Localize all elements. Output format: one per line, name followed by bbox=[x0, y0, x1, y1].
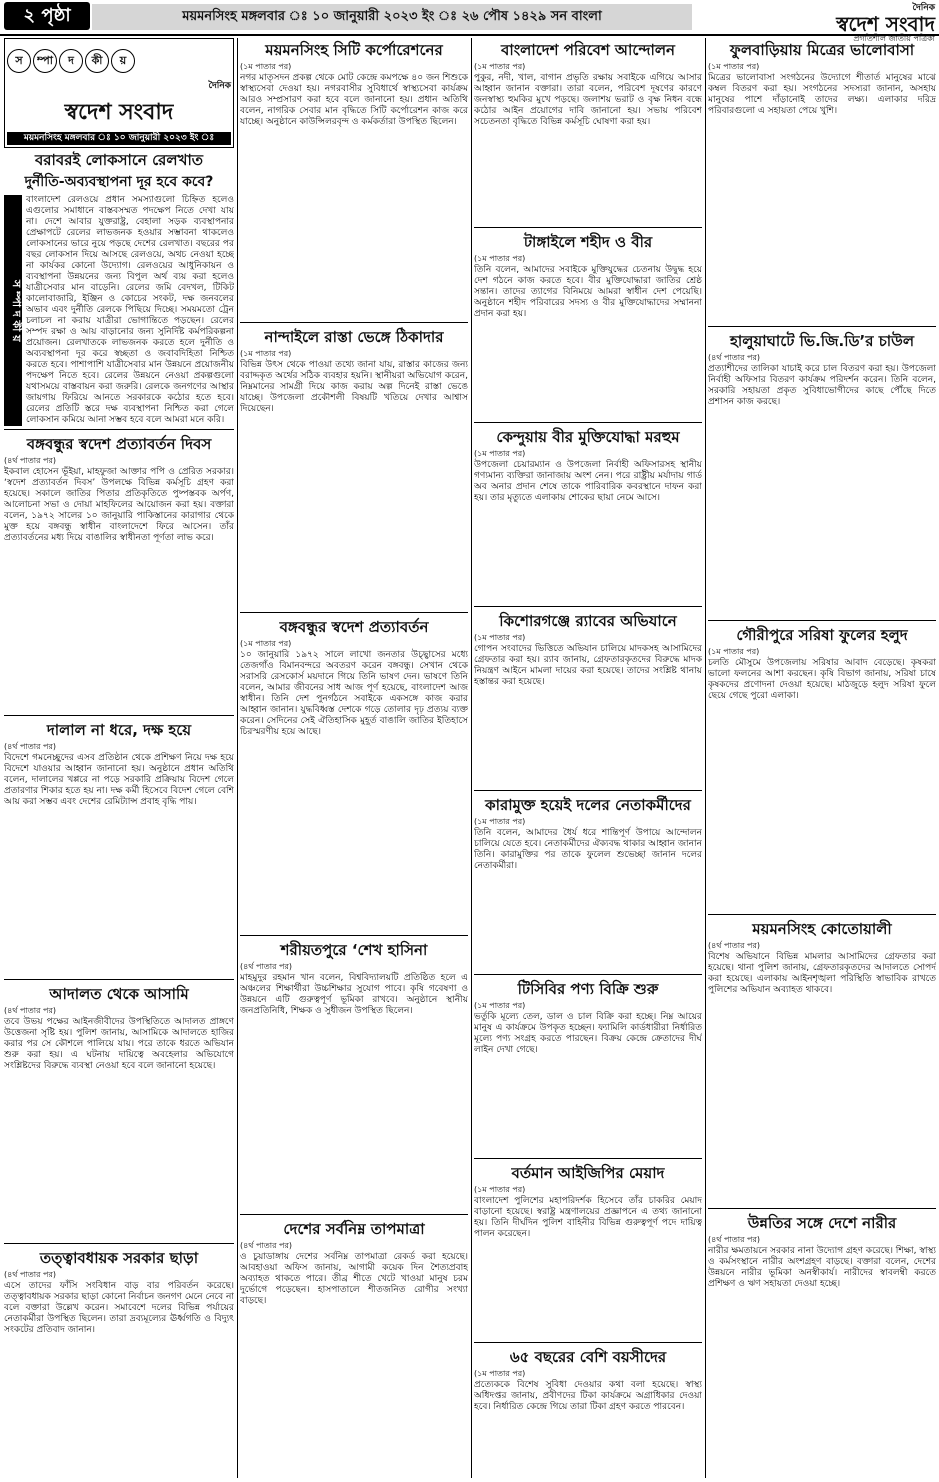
article-headline: আদালত থেকে আসামি bbox=[49, 985, 189, 1003]
masthead-small: দৈনিক bbox=[912, 3, 935, 13]
article-headline: ময়মনসিংহ কোতোয়ালী bbox=[752, 920, 892, 938]
article bbox=[708, 1208, 936, 1478]
article-body: বাংলাদেশ পুলিশের মহাপরিদর্শক হিসেবে তাঁর চাকরির মেয়াদ বাড়ানো হয়েছে। স্বরাষ্ট্র মন্ত্রণালয়ের প্রজ্ঞাপনে এ তথ্য জানানো হয়। তিনি দীর্ঘদিন পুলিশ বাহিনীর বিভিন্ন গুরুত্বপূর্ণ পদে দায়িত্ব পালন করেছেন। bbox=[474, 1196, 702, 1239]
editorial-banner bbox=[7, 41, 231, 81]
article-headline: হালুয়াঘাটে ভি.জি.ডি’র চাউল bbox=[729, 332, 914, 350]
article-byline: (৪র্থ পাতার পর) bbox=[708, 353, 761, 362]
article-byline: (১ম পাতার পর) bbox=[474, 449, 526, 458]
article bbox=[708, 41, 936, 323]
article bbox=[4, 1243, 234, 1478]
column-1 bbox=[4, 38, 234, 1478]
editorial-letter: ম্পা bbox=[33, 49, 57, 73]
editorial-mast-small: দৈনিক bbox=[208, 81, 231, 91]
editorial-headline: বরাবরই লোকসানে রেলখাত bbox=[34, 151, 204, 169]
masthead-title: স্বদেশ সংবাদ bbox=[836, 12, 935, 36]
editorial-letter: কী bbox=[85, 49, 109, 73]
editorial-vertical-label: স ম্পা দ কী য় bbox=[4, 195, 22, 426]
article-body: এসে তাদের ফাঁসি সংবিধান বাড় বার পরিবর্তন করেছে। তত্ত্বাবধায়ক সরকার ছাড়া কোনো নির্বাচন জনগণ মেনে নেবে না বলে বক্তারা উল্লেখ করেন। সমাবেশে দলের বিভিন্ন পর্যায়ের নেতাকর্মীরা উপস্থিত ছিলেন। তারা দ্রব্যমূল্যের ঊর্ধ্বগতি ও বিদ্যুৎ সংকটের প্রতিবাদ জানান। bbox=[4, 1281, 234, 1335]
article bbox=[708, 620, 936, 911]
article-headline: বঙ্গবন্ধুর স্বদেশ প্রত্যাবর্তন দিবস bbox=[26, 435, 212, 453]
article-headline: বাংলাদেশ পরিবেশ আন্দোলন bbox=[501, 41, 675, 59]
article-body: মাহমুদুর রহমান খান বলেন, বিশ্ববিদ্যালয়টি প্রতিষ্ঠিত হলে এ অঞ্চলের শিক্ষার্থীরা উচ্চশিক্ষার সুযোগ পাবে। কৃষি গবেষণা ও উন্নয়নে এটি গুরুত্বপূর্ণ ভূমিকা রাখবে। অনুষ্ঠানে স্থানীয় জনপ্রতিনিধি, শিক্ষক ও সুধীজন উপস্থিত ছিলেন। bbox=[240, 973, 468, 1016]
article bbox=[240, 612, 468, 932]
article-body: মিত্রের ভালোবাসা সংগঠনের উদ্যোগে শীতার্ত মানুষের মাঝে কম্বল বিতরণ করা হয়। সংগঠনের সদস্যরা জানান, অসহায় মানুষের পাশে দাঁড়ানোই তাদের লক্ষ্য। এলাকার দরিদ্র পরিবারগুলো এ সহায়তা পেয়ে খুশি। bbox=[708, 73, 936, 116]
article-byline: (১ম পাতার পর) bbox=[474, 1185, 526, 1194]
article-body: নগর মাতৃসদন প্রকল্প থেকে মোট কেন্দ্রে কমপক্ষে ৪০ জন শিশুকে স্বাস্থ্যসেবা দেওয়া হয়। নগরবাসীর সুবিধার্থে স্বাস্থ্যসেবা কার্যক্রম আরও সম্প্রসারণ করা হবে বলে জানানো হয়। প্রধান অতিথি বলেন, নাগরিক সেবার মান বৃদ্ধিতে সিটি কর্পোরেশন কাজ করে যাচ্ছে। অনুষ্ঠানে কাউন্সিলরবৃন্দ ও কর্মকর্তারা উপস্থিত ছিলেন। bbox=[240, 73, 468, 127]
article bbox=[4, 429, 234, 712]
article-headline: ফুলবাড়িয়ায় মিত্রের ভালোবাসা bbox=[729, 41, 915, 59]
article-body: চলতি মৌসুমে উপজেলায় সরিষার আবাদ বেড়েছে। কৃষকরা ভালো ফলনের আশা করছেন। কৃষি বিভাগ জানায়, সরিষা চাষে কৃষকদের প্রণোদনা দেওয়া হয়েছে। মাঠজুড়ে হলুদ সরিষা ফুলে ছেয়ে গেছে পুরো এলাকা। bbox=[708, 658, 936, 701]
editorial-letter: স bbox=[7, 49, 31, 73]
article-headline: উন্নতির সঙ্গে দেশে নারীর bbox=[747, 1214, 897, 1232]
article-body: ও চুয়াডাঙ্গায় দেশের সর্বনিম্ন তাপমাত্রা রেকর্ড করা হয়েছে। আবহাওয়া অফিস জানায়, আগামী কয়েক দিন শৈত্যপ্রবাহ অব্যাহত থাকতে পারে। তীব্র শীতে খেটে খাওয়া মানুষ চরম দুর্ভোগে পড়েছেন। হাসপাতালে শীতজনিত রোগীর সংখ্যা বাড়ছে। bbox=[240, 1252, 468, 1306]
article-body: প্রত্যাশীদের তালিকা যাচাই করে চাল বিতরণ করা হয়। উপজেলা নির্বাহী অফিসার বিতরণ কার্যক্রম পরিদর্শন করেন। তিনি বলেন, সরকারি সহায়তা প্রকৃত সুবিধাভোগীদের কাছে পৌঁছে দিতে প্রশাসন কাজ করছে। bbox=[708, 364, 936, 407]
article bbox=[474, 606, 702, 787]
article-headline: বঙ্গবন্ধুর স্বদেশ প্রত্যাবর্তন bbox=[279, 618, 429, 636]
article-body: ইকবাল হোসেন ভূঁইয়া, মাহফুজা আক্তার পপি ও প্রেরিত সরকার। ‘স্বদেশ প্রত্যাবর্তন দিবস’ উপলক্ষে বিভিন্ন কর্মসূচি গ্রহণ করা হয়েছে। সকালে জাতির পিতার প্রতিকৃতিতে পুষ্পস্তবক অর্পণ, আলোচনা সভা ও দোয়া মাহফিলের আয়োজন করা হয়। বক্তারা বলেন, ১৯৭২ সালের ১০ জানুয়ারি পাকিস্তানের কারাগার থেকে মুক্ত হয়ে বঙ্গবন্ধু স্বাধীন বাংলাদেশে ফিরে আসেন। তাঁর প্রত্যাবর্তনের মধ্য দিয়ে বাঙালির স্বাধীনতা পূর্ণতা লাভ করে। bbox=[4, 467, 234, 543]
article-headline: নান্দাইলে রাস্তা ভেঙ্গে ঠিকাদার bbox=[264, 328, 444, 346]
article-body: তবে উভয় পক্ষের আইনজীবীদের উপস্থিতিতে আদালত প্রাঙ্গণে উত্তেজনা সৃষ্টি হয়। পুলিশ জানায়, আসামিকে আদালতে হাজির করার পর সে কৌশলে পালিয়ে যায়। পরে তাকে ধরতে অভিযান শুরু করা হয়। এ ঘটনায় দায়িত্বে অবহেলার অভিযোগে সংশ্লিষ্টদের বিরুদ্ধে ব্যবস্থা নেওয়া হবে বলে জানানো হয়েছে। bbox=[4, 1017, 234, 1071]
article bbox=[474, 227, 702, 419]
column-4 bbox=[708, 38, 936, 1478]
article bbox=[240, 1214, 468, 1478]
article bbox=[240, 322, 468, 609]
article-headline: কেন্দুয়ায় বীর মুক্তিযোদ্ধা মরহুম bbox=[496, 428, 680, 446]
article-headline: টাঙ্গাইলে শহীদ ও বীর bbox=[523, 233, 653, 251]
article-headline: গৌরীপুরে সরিষা ফুলের হলুদ bbox=[736, 626, 908, 644]
article-headline: বর্তমান আইজিপির মেয়াদ bbox=[511, 1164, 665, 1182]
editorial-letter: দ bbox=[59, 49, 83, 73]
article bbox=[4, 715, 234, 976]
article-body: প্রত্যেককে বিশেষ সুবিধা দেওয়ার কথা বলা হয়েছে। স্বাস্থ্য অধিদপ্তর জানায়, প্রবীণদের টিকা কার্যক্রমে অগ্রাধিকার দেওয়া হবে। নির্ধারিত কেন্দ্রে গিয়ে তারা টিকা গ্রহণ করতে পারবেন। bbox=[474, 1380, 702, 1412]
article-headline: টিসিবির পণ্য বিক্রি শুরু bbox=[517, 980, 659, 998]
article-body: গোপন সংবাদের ভিত্তিতে অভিযান চালিয়ে মাদকসহ আসামিদের গ্রেফতার করা হয়। র‌্যাব জানায়, গ্রেফতারকৃতদের বিরুদ্ধে মাদক নিয়ন্ত্রণ আইনে মামলা দায়ের করা হয়েছে। তাদের সংশ্লিষ্ট থানায় হস্তান্তর করা হয়েছে। bbox=[474, 644, 702, 687]
article-headline: ময়মনসিংহ সিটি কর্পোরেশনের bbox=[265, 41, 443, 59]
article-body: তিনি বলেন, আমাদের সবাইকে মুক্তিযুদ্ধের চেতনায় উদ্বুদ্ধ হয়ে দেশ গঠনে কাজ করতে হবে। বীর মুক্তিযোদ্ধারা জাতির শ্রেষ্ঠ সন্তান। তাদের ত্যাগের বিনিময়ে আমরা স্বাধীন দেশ পেয়েছি। অনুষ্ঠানে শহীদ পরিবারের সদস্য ও বীর মুক্তিযোদ্ধাদের সম্মাননা প্রদান করা হয়। bbox=[474, 265, 702, 319]
editorial-text: বাংলাদেশ রেলওয়ে প্রধান সমস্যাগুলো চিহ্নিত হলেও এগুলোর সমাধানে বাস্তবসম্মত পদক্ষেপ নিতে দেখা যায় না। দেশে আবার যুক্তরাষ্ট্র, বেহালা সড়ক ব্যবস্থাপনার প্রেক্ষাপটে রেলের লাভজনক হওয়ার সম্ভাবনা থাকলেও লোকসানের ভারে নুয়ে পড়ছে দেশের রেলখাত। বছরের পর বছর লোকসান দিয়ে আসছে রেলওয়ে, অথচ নেওয়া হচ্ছে না কার্যকর কোনো উদ্যোগ। রেলওয়ের আধুনিকায়ন ও ব্যবস্থাপনা উন্নয়নের জন্য বিপুল অর্থ ব্যয় করা হলেও যাত্রীসেবার মান বাড়েনি। রেলের জমি বেদখল, টিকিট কালোবাজারি, ইঞ্জিন ও কোচের সংকট, দক্ষ জনবলের অভাব এবং দুর্নীতি রেলকে পিছিয়ে দিচ্ছে। সময়মতো ট্রেন চলাচল না করায় যাত্রীরা ভোগান্তিতে পড়ছেন। রেলের সম্পদ রক্ষা ও আয় বাড়ানোর জন্য সুনির্দিষ্ট কর্মপরিকল্পনা প্রয়োজন। রেলখাতকে লাভজনক করতে হলে দুর্নীতি ও অব্যবস্থাপনা দূর করে স্বচ্ছতা ও জবাবদিহিতা নিশ্চিত করতে হবে। পাশাপাশি যাত্রীসেবার মান উন্নয়নে প্রয়োজনীয় পদক্ষেপ নিতে হবে। রেলের উন্নয়নে নেওয়া প্রকল্পগুলো যথাসময়ে বাস্তবায়ন করা জরুরি। রেলকে জনগণের আস্থার জায়গায় ফিরিয়ে আনতে সরকারকে কঠোর হতে হবে। রেলের প্রতিটি স্তরে দক্ষ ব্যবস্থাপনা নিশ্চিত করা গেলে লোকসান কমিয়ে আনা সম্ভব হবে বলে আমরা মনে করি। bbox=[26, 195, 234, 425]
article-byline: (৪র্থ পাতার পর) bbox=[4, 456, 57, 465]
column-divider bbox=[237, 38, 238, 1478]
editorial-label bbox=[7, 49, 135, 73]
article bbox=[474, 422, 702, 603]
editorial-subheadline: দুর্নীতি-অব্যবস্থাপনা দূর হবে কবে? bbox=[24, 174, 214, 190]
article bbox=[474, 790, 702, 971]
article-headline: তত্ত্বাবধায়ক সরকার ছাড়া bbox=[39, 1249, 199, 1267]
article-headline: শরীয়তপুরে ‘শেখ হাসিনা bbox=[280, 941, 428, 959]
page-number: ২ পৃষ্ঠা bbox=[4, 2, 90, 30]
article-byline: (৪র্থ পাতার পর) bbox=[240, 1241, 293, 1250]
dateline: ময়মনসিংহ মঙ্গলবার ঃ ১০ জানুয়ারী ২০২৩ ইং ঃ ২৬ পৌষ ১৪২৯ সন বাংলা bbox=[92, 4, 692, 30]
article-byline: (১ম পাতার পর) bbox=[240, 62, 292, 71]
column-divider bbox=[471, 38, 472, 1478]
article-headline: দালাল না ধরে, দক্ষ হয়ে bbox=[46, 721, 192, 739]
masthead-tagline: প্রগতিশীল জাতীয় পত্রিকা bbox=[853, 34, 935, 43]
article-byline: (১ম পাতার পর) bbox=[708, 647, 760, 656]
article bbox=[474, 1158, 702, 1339]
article-byline: (৪র্থ পাতার পর) bbox=[4, 1270, 57, 1279]
article-byline: (১ম পাতার পর) bbox=[474, 633, 526, 642]
editorial-dateline: ময়মনসিংহ মঙ্গলবার ঃ ১০ জানুয়ারী ২০২৩ ইং ঃ bbox=[7, 132, 231, 145]
article-byline: (১ম পাতার পর) bbox=[474, 817, 526, 826]
article bbox=[4, 979, 234, 1240]
article-body: নারীর ক্ষমতায়নে সরকার নানা উদ্যোগ গ্রহণ করেছে। শিক্ষা, স্বাস্থ্য ও কর্মসংস্থানে নারীর অংশগ্রহণ বাড়ছে। বক্তারা বলেন, দেশের উন্নয়নে নারীর ভূমিকা অনস্বীকার্য। নারীদের স্বাবলম্বী করতে প্রশিক্ষণ ও ঋণ সহায়তা দেওয়া হচ্ছে। bbox=[708, 1246, 936, 1289]
article-body: ভর্তুকি মূল্যে তেল, ডাল ও চাল বিক্রি করা হচ্ছে। নিম্ন আয়ের মানুষ এ কার্যক্রমে উপকৃত হচ্ছেন। ফ্যামিলি কার্ডধারীরা নির্ধারিত মূল্যে পণ্য সংগ্রহ করতে পারছেন। বিক্রয় কেন্দ্রে ক্রেতাদের দীর্ঘ লাইন দেখা গেছে। bbox=[474, 1012, 702, 1055]
masthead bbox=[700, 0, 935, 43]
article-headline: দেশের সর্বনিম্ন তাপমাত্রা bbox=[283, 1220, 425, 1238]
article bbox=[474, 41, 702, 224]
article-byline: (১ম পাতার পর) bbox=[474, 1369, 526, 1378]
article-body: ১০ জানুয়ারি ১৯৭২ সালে লাখো জনতার উচ্ছ্বাসের মধ্যে তেজগাঁও বিমানবন্দরে অবতরণ করেন বঙ্গবন্ধু। সেখান থেকে সরাসরি রেসকোর্স ময়দানে গিয়ে তিনি ভাষণ দেন। ভাষণে তিনি বলেন, আমার জীবনের সাধ আজ পূর্ণ হয়েছে, বাংলাদেশ আজ স্বাধীন। তিনি দেশ পুনর্গঠনে সবাইকে একসঙ্গে কাজ করার আহ্বান জানান। যুদ্ধবিধ্বস্ত দেশকে গড়ে তোলার দৃঢ় প্রত্যয় ব্যক্ত করেন। সেদিনের সেই ঐতিহাসিক মুহূর্ত বাঙালি জাতির ইতিহাসে চিরস্মরণীয় হয়ে আছে। bbox=[240, 650, 468, 737]
editorial-letter: য় bbox=[111, 49, 135, 73]
article bbox=[708, 914, 936, 1205]
column-2 bbox=[240, 38, 468, 1478]
article-body: তিনি বলেন, আমাদের ধৈর্য ধরে শান্তিপূর্ণ উপায়ে আন্দোলন চালিয়ে যেতে হবে। নেতাকর্মীদের ঐক্যবদ্ধ থাকার আহ্বান জানান তিনি। কারামুক্তির পর তাকে ফুলেল শুভেচ্ছা জানান দলের নেতাকর্মীরা। bbox=[474, 828, 702, 871]
article-byline: (৪র্থ পাতার পর) bbox=[4, 742, 57, 751]
article-byline: (১ম পাতার পর) bbox=[240, 349, 292, 358]
article bbox=[708, 326, 936, 617]
article-body: বিদেশে গমনেচ্ছুদের এসব প্রতিষ্ঠান থেকে প্রশিক্ষণ নিয়ে দক্ষ হয়ে বিদেশে যাওয়ার আহ্বান জানানো হয়। অনুষ্ঠানে প্রধান অতিথি বলেন, দালালের খপ্পরে না পড়ে সরকারি প্রক্রিয়ায় বিদেশ গেলে প্রতারণার শিকার হতে হয় না। দক্ষ কর্মী হিসেবে বিদেশ গেলে বেশি আয় করা সম্ভব এবং দেশের রেমিট্যান্স প্রবাহ বৃদ্ধি পায়। bbox=[4, 753, 234, 807]
column-3 bbox=[474, 38, 702, 1478]
article-headline: ৬৫ বছরের বেশি বয়সীদের bbox=[509, 1348, 667, 1366]
article-byline: (১ম পাতার পর) bbox=[474, 1001, 526, 1010]
editorial-masthead: স্বদেশ সংবাদ bbox=[64, 99, 174, 125]
article-byline: (৪র্থ পাতার পর) bbox=[240, 962, 293, 971]
article-body: বিশেষ অভিযানে বিভিন্ন মামলার আসামিদের গ্রেফতার করা হয়েছে। থানা পুলিশ জানায়, গ্রেফতারকৃতদের আদালতে সোপর্দ করা হয়েছে। এলাকায় আইনশৃঙ্খলা পরিস্থিতি স্বাভাবিক রাখতে পুলিশের অভিযান অব্যাহত থাকবে। bbox=[708, 952, 936, 995]
editorial-box bbox=[4, 38, 234, 148]
article-body: পুকুর, নদী, খাল, বাগান প্রভৃতি রক্ষায় সবাইকে এগিয়ে আসার আহ্বান জানান বক্তারা। তারা বলেন, পরিবেশ দূষণের কারণে জনস্বাস্থ্য হুমকির মুখে পড়ছে। জলাশয় ভরাট ও বৃক্ষ নিধন বন্ধে কঠোর আইন প্রয়োগের দাবি জানানো হয়। সভায় পরিবেশ সচেতনতা বৃদ্ধিতে বিভিন্ন কর্মসূচি ঘোষণা করা হয়। bbox=[474, 73, 702, 127]
article-headline: কিশোরগঞ্জে র‌্যাবের অভিযানে bbox=[499, 612, 677, 630]
article bbox=[240, 935, 468, 1211]
article bbox=[474, 974, 702, 1155]
article-byline: (৪র্থ পাতার পর) bbox=[708, 1235, 761, 1244]
article-body: বিভিন্ন উৎস থেকে পাওয়া তথ্যে জানা যায়, রাস্তার কাজের জন্য বরাদ্দকৃত অর্থের সঠিক ব্যবহার হয়নি। স্থানীয়রা অভিযোগ করেন, নিম্নমানের সামগ্রী দিয়ে কাজ করায় অল্প দিনেই রাস্তা ভেঙে যাচ্ছে। উপজেলা প্রকৌশলী বিষয়টি খতিয়ে দেখার আশ্বাস দিয়েছেন। bbox=[240, 360, 468, 414]
article-headline: কারামুক্ত হয়েই দলের নেতাকর্মীদের bbox=[485, 796, 691, 814]
article-byline: (১ম পাতার পর) bbox=[474, 62, 526, 71]
article-byline: (৪র্থ পাতার পর) bbox=[4, 1006, 57, 1015]
article-byline: (১ম পাতার পর) bbox=[708, 62, 760, 71]
page-header bbox=[0, 0, 939, 43]
article-byline: (১ম পাতার পর) bbox=[240, 639, 292, 648]
article-byline: (৪র্থ পাতার পর) bbox=[708, 941, 761, 950]
article-byline: (১ম পাতার পর) bbox=[474, 254, 526, 263]
article bbox=[474, 1342, 702, 1478]
column-divider bbox=[705, 38, 706, 1478]
editorial-body bbox=[4, 195, 234, 426]
article-body: উপজেলা চেয়ারম্যান ও উপজেলা নির্বাহী অফিসারসহ স্থানীয় গণ্যমান্য ব্যক্তিরা জানাজায় অংশ নেন। পরে রাষ্ট্রীয় মর্যাদায় গার্ড অব অনার প্রদান শেষে তাকে পারিবারিক কবরস্থানে দাফন করা হয়। তার মৃত্যুতে এলাকায় শোকের ছায়া নেমে আসে। bbox=[474, 460, 702, 503]
article bbox=[240, 41, 468, 319]
